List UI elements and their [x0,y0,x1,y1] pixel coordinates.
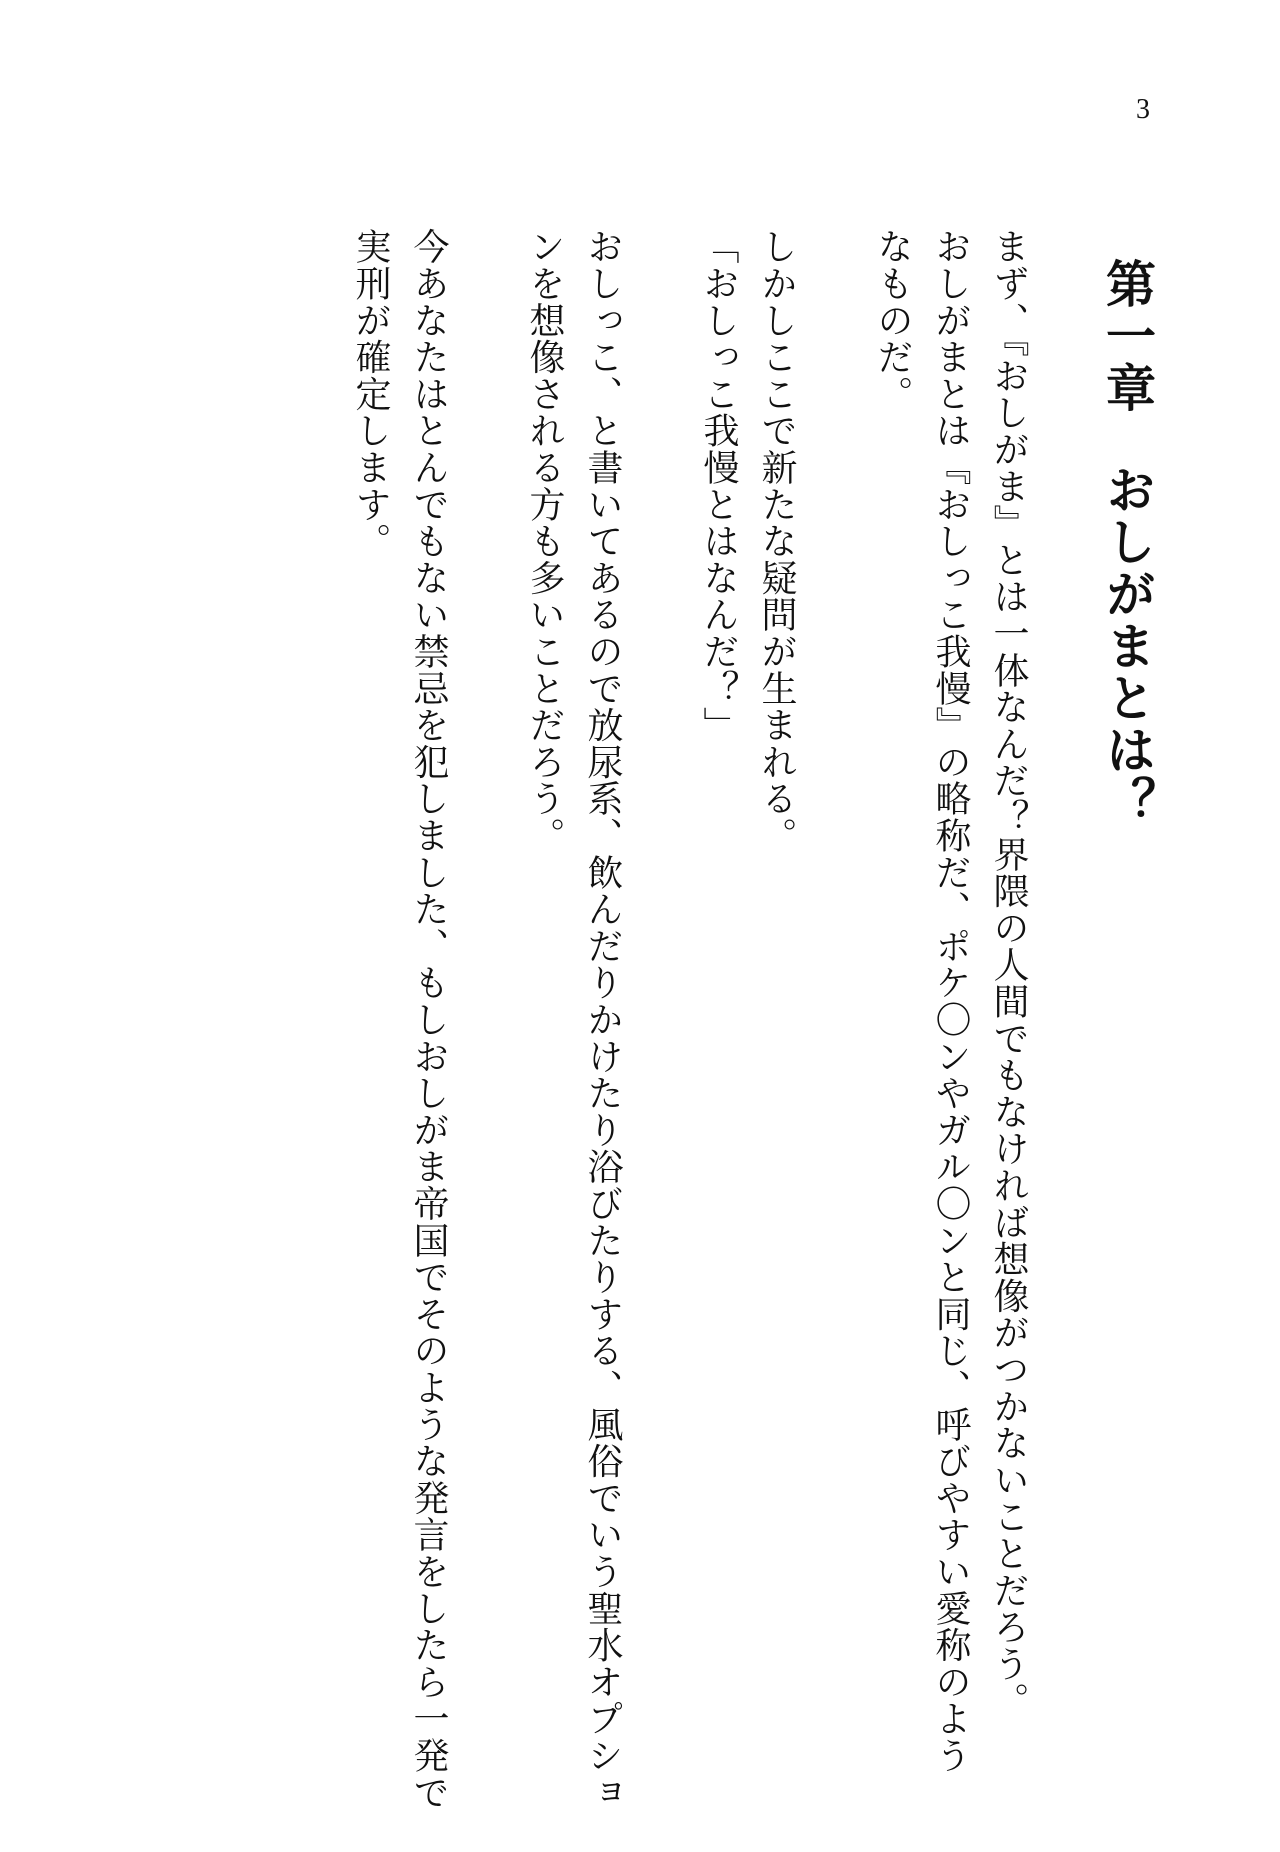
chapter-title [1098,258,1157,828]
body-line-9: 実刑が確定します。 [350,228,391,560]
body-line-4: しかしここで新たな疑問が生まれる。 [756,228,797,854]
chapter-heading: おしがまとは？ [1098,464,1157,828]
body-line-3: なものだ。 [872,228,913,412]
body-line-5: 「おしっこ我慢とはなんだ？」 [698,228,739,744]
chapter-number: 第一章 [1098,258,1157,414]
body-line-6: おしっこ、と書いてあるので放尿系、飲んだりかけたり浴びたりする、風俗でいう聖水オプショ [582,228,623,1811]
body-line-2: おしがまとは『おしっこ我慢』の略称だ、ポケ〇ンやガル〇ンと同じ、呼びやすい愛称のよう [930,228,971,1774]
page-number: 3 [1136,94,1150,125]
body-line-1: まず、『おしがま』とは一体なんだ？界隈の人間でもなければ想像がつかないことだろう。 [988,228,1029,1719]
body-line-7: ンを想像される方も多いことだろう。 [524,228,565,854]
body-line-8: 今あなたはとんでもない禁忌を犯しました、もしおしがま帝国でそのような発言をしたら一発で [408,228,449,1811]
